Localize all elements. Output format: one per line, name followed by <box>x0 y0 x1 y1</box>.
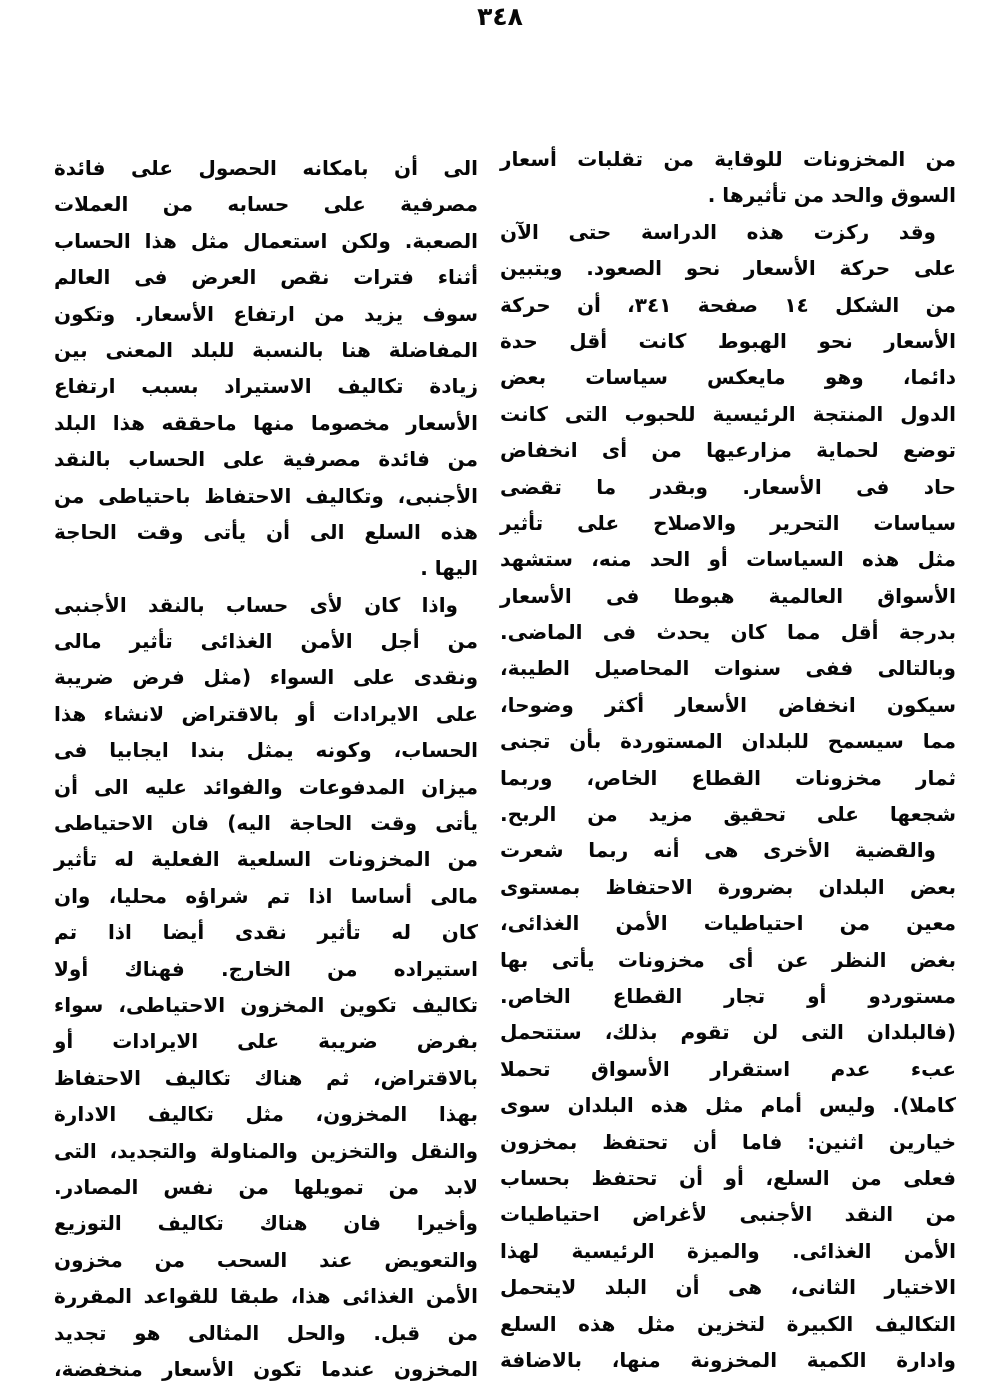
text-line: الأمن الغذائى. والميزة الرئيسية لهذا <box>500 1238 956 1263</box>
text-line: الدول المنتجة الرئيسية للحبوب التى كانت <box>500 401 956 426</box>
page-number: ٣٤٨ <box>477 2 523 31</box>
text-line: استيراده من الخارج. فهناك أولا <box>54 956 478 981</box>
text-line: فعلى من السلع، أو أن تحتفظ بحساب <box>500 1165 956 1190</box>
text-line: والتعويض عند السحب من مخزون <box>54 1247 478 1272</box>
text-line: كاملا). وليس أمام مثل هذه البلدان سوى <box>500 1093 956 1118</box>
text-line: على حركة الأسعار نحو الصعود. ويتبين <box>500 256 956 281</box>
text-line: مالى أساسا اذا تم شراؤه محليا، وان <box>54 883 478 908</box>
text-line: الى أن بامكانه الحصول على فائدة <box>54 156 478 180</box>
text-line: المفاضلة هنا بالنسبة للبلد المعنى بين <box>54 337 478 362</box>
text-line: ميزان المدفوعات والفوائد عليه الى أن <box>54 774 478 799</box>
text-line: عبء عدم استقرار الأسواق تحملا <box>500 1056 956 1081</box>
text-line: بغض النظر عن أى مخزونات يأتى بها <box>500 947 956 972</box>
text-line: والقضية الأخرى هى أنه ربما شعرت <box>500 838 936 863</box>
text-line: الأجنبى، وتكاليف الاحتفاظ باحتياطى من <box>54 483 478 508</box>
left-text-column <box>54 150 478 1387</box>
text-line: دائما، وهو مايعكس سياسات بعض <box>500 365 956 390</box>
text-line: توضع لحماية مزارعيها من أى انخفاض <box>500 438 956 463</box>
text-line: اليها . <box>420 556 478 581</box>
text-line: وأخيرا فان هناك تكاليف التوزيع <box>54 1211 478 1236</box>
text-line: بفرض ضريبة على الايرادات أو <box>54 1029 478 1054</box>
text-line: معين من احتياطيات الأمن الغذائى، <box>500 911 956 936</box>
text-line: الأسعار مخصوما منها ماحققه هذا البلد <box>54 410 478 435</box>
text-line: التكاليف الكبيرة لتخزين مثل هذه السلع <box>500 1311 956 1336</box>
text-line: من قبل. والحل المثالى هو تجديد <box>54 1320 478 1345</box>
text-line: من الشكل ١٤ صفحة ٣٤١، أن حركة <box>500 292 956 317</box>
text-line: بدرجة أقل مما كان يحدث فى الماضى. <box>500 620 956 645</box>
text-line: (فالبلدان التى لن تقوم بذلك، ستتحمل <box>500 1020 956 1045</box>
text-line: الأمن الغذائى هذا، طبقا للقواعد المقررة <box>54 1284 478 1309</box>
text-line: أثناء فترات نقص العرض فى العالم <box>54 265 478 290</box>
text-line: السوق والحد من تأثيرها . <box>707 183 956 208</box>
text-line: وادارة الكمية المخزونة منها، بالاضافة <box>500 1347 956 1372</box>
text-line: من المخزونات السلعية الفعلية له تأثير <box>54 847 478 872</box>
text-line: والنقل والتخزين والمناولة والتجديد، التى <box>54 1138 478 1163</box>
text-line: وقد ركزت هذه الدراسة حتى الآن <box>500 219 936 244</box>
text-line: الاختيار الثانى، هى أن البلد لايتحمل <box>500 1275 956 1300</box>
text-line: ثمار مخزونات القطاع الخاص، وربما <box>500 765 956 790</box>
text-line: مستوردو أو تجار القطاع الخاص. <box>500 983 956 1008</box>
text-line: من النقد الأجنبى لأغراض احتياطيات <box>500 1202 956 1227</box>
text-line: لابد من تمويلها من نفس المصادر. <box>54 1174 478 1199</box>
text-line: سوف يزيد من ارتفاع الأسعار. وتكون <box>54 301 478 326</box>
text-line: من فائدة مصرفية على الحساب بالنقد <box>54 447 478 472</box>
text-line: هذه السلع الى أن يأتى وقت الحاجة <box>54 519 478 544</box>
text-line: خيارين اثنين: فاما أن تحتفظ بمخزون <box>500 1129 956 1154</box>
text-line: الأسعار نحو الهبوط كانت أقل حدة <box>500 328 956 353</box>
text-line: شجعها على تحقيق مزيد من الربح. <box>500 802 956 827</box>
text-line: مصرفية على حسابه من العملات <box>54 192 478 217</box>
text-line: سيكون انخفاض الأسعار أكثر وضوحا، <box>500 692 956 717</box>
text-line: ونقدى على السواء (مثل فرض ضريبة <box>54 665 478 690</box>
text-line: الصعبة. ولكن استعمال مثل هذا الحساب <box>54 228 478 253</box>
text-line: كان له تأثير نقدى أيضا اذا تم <box>54 920 478 945</box>
text-line: وبالتالى ففى سنوات المحاصيل الطيبة، <box>500 656 956 681</box>
text-line: المخزون عندما تكون الأسعار منخفضة، <box>54 1356 478 1381</box>
text-line: حاد فى الأسعار. وبقدر ما تقضى <box>500 474 956 499</box>
text-line: تكاليف تكوين المخزون الاحتياطى، سواء <box>54 992 478 1017</box>
text-line: من المخزونات للوقاية من تقلبات أسعار <box>500 147 956 171</box>
text-line: الحساب، وكونه يمثل بندا ايجابيا فى <box>54 738 478 763</box>
text-line: يأتى وقت الحاجة اليه) فان الاحتياطى <box>54 811 478 836</box>
text-line: بهذا المخزون، مثل تكاليف الادارة <box>54 1102 478 1127</box>
text-line: مما سيسمح للبلدان المستوردة بأن تجنى <box>500 729 956 754</box>
text-line: على الايرادات أو بالاقتراض لانشاء هذا <box>54 701 478 726</box>
text-line: واذا كان لأى حساب بالنقد الأجنبى <box>54 592 458 617</box>
right-text-column <box>500 141 956 1378</box>
text-line: سياسات التحرير والاصلاح على تأثير <box>500 510 956 535</box>
text-line: بعض البلدان بضرورة الاحتفاظ بمستوى <box>500 874 956 899</box>
text-line: من أجل الأمن الغذائى تأثير مالى <box>54 629 478 654</box>
text-line: الأسواق العالمية هبوطا فى الأسعار <box>500 583 956 608</box>
text-line: زيادة تكاليف الاستيراد بسبب ارتفاع <box>54 374 478 399</box>
text-line: بالاقتراض، ثم هناك تكاليف الاحتفاظ <box>54 1065 478 1090</box>
text-line: مثل هذه السياسات أو الحد منه، ستشهد <box>500 547 956 572</box>
